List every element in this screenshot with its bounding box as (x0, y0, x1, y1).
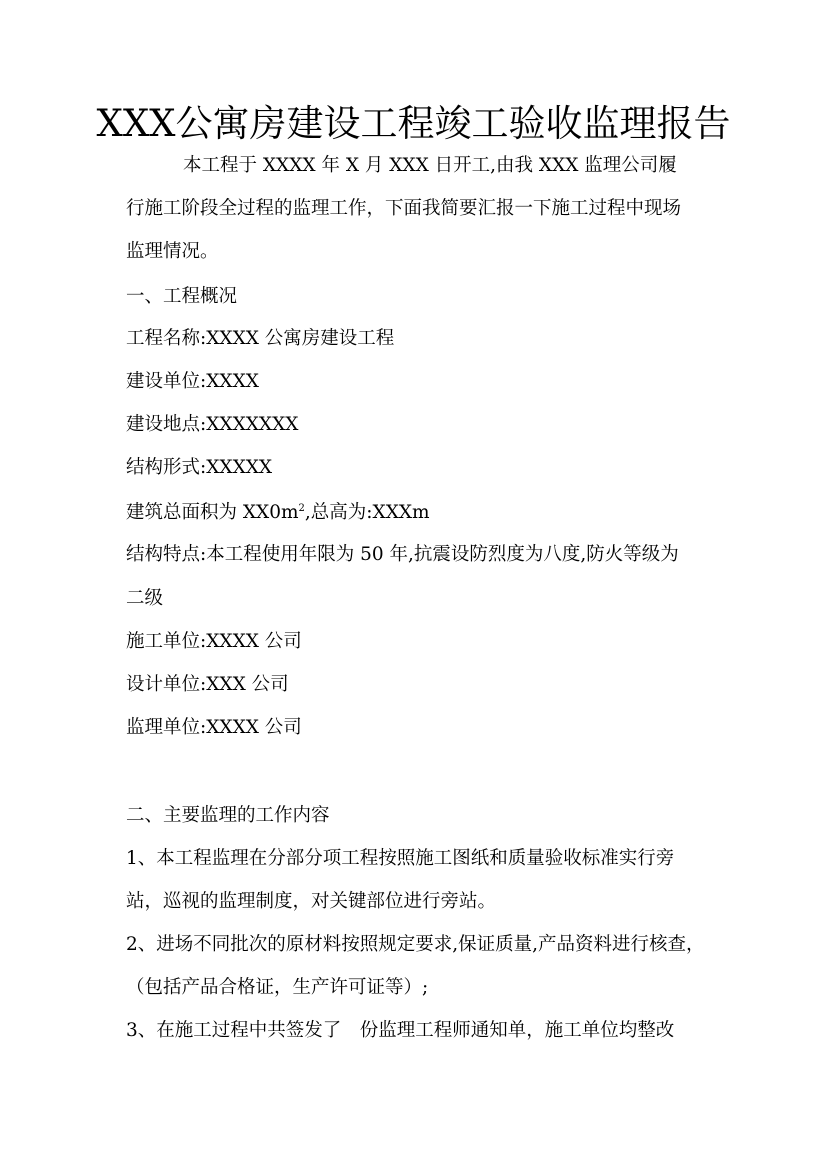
work-item-2-line-2: （包括产品合格证，生产许可证等）; (126, 977, 429, 998)
project-location: 建设地点:XXXXXXX (126, 414, 299, 435)
section-heading-overview: 一、工程概况 (126, 286, 238, 307)
work-item-3-line-1: 3、在施工过程中共签发了 份监理工程师通知单，施工单位均整改 (126, 1020, 675, 1041)
area-suffix: ,总高为:XXXm (304, 502, 430, 523)
work-item-1-line-2: 站，巡视的监理制度，对关键部位进行旁站。 (126, 891, 497, 912)
contractor-unit: 施工单位:XXXX 公司 (126, 631, 302, 652)
structure-form: 结构形式:XXXXX (126, 457, 273, 478)
document-title: XXX公寓房建设工程竣工验收监理报告 (96, 102, 731, 145)
work-item-2-line-1: 2、进场不同批次的原材料按照规定要求,保证质量,产品资料进行核查， (126, 934, 705, 955)
section-heading-work: 二、主要监理的工作内容 (126, 805, 330, 826)
area-prefix: 建筑总面积为 XX0m (126, 502, 299, 523)
building-area (126, 499, 430, 527)
work-item-1-line-1: 1、本工程监理在分部分项工程按照施工图纸和质量验收标准实行旁 (126, 848, 675, 869)
project-name: 工程名称:XXXX 公寓房建设工程 (126, 328, 395, 349)
owner-unit: 建设单位:XXXX (126, 371, 259, 392)
supervision-unit: 监理单位:XXXX 公司 (126, 717, 302, 738)
structure-features-line-2: 二级 (126, 588, 164, 609)
design-unit: 设计单位:XXX 公司 (126, 674, 289, 695)
structure-features-line-1: 结构特点:本工程使用年限为 50 年,抗震设防烈度为八度,防火等级为 (126, 544, 679, 565)
intro-line-2: 行施工阶段全过程的监理工作，下面我简要汇报一下施工过程中现场 (126, 198, 682, 219)
intro-line-3: 监理情况。 (126, 241, 219, 262)
intro-line-1: 本工程于 XXXX 年 X 月 XXX 日开工,由我 XXX 监理公司履 (183, 155, 677, 176)
area-superscript: 2 (298, 502, 305, 514)
